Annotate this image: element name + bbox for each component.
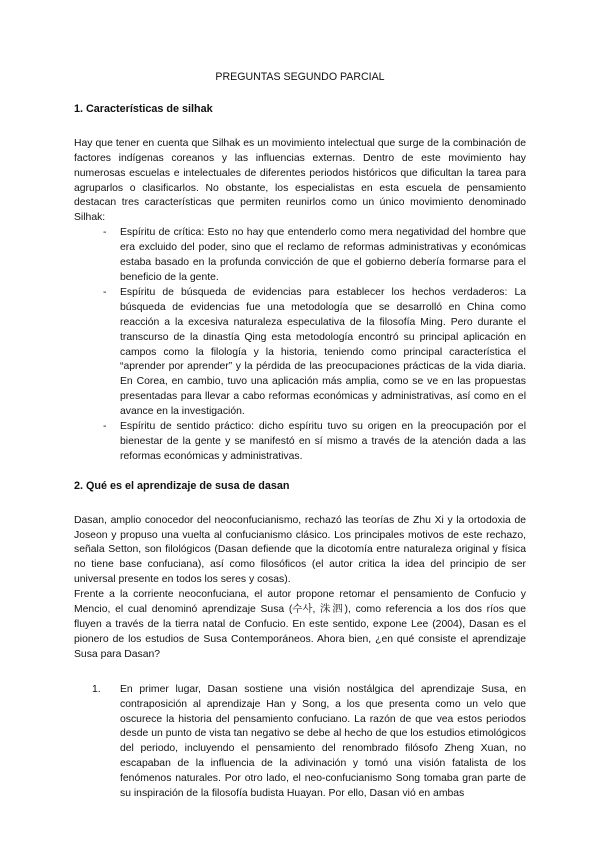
section-1-intro: Hay que tener en cuenta que Silhak es un movimiento intelectual que surge de la combinación de factores indígenas coreanos y las influencias externas. Dentro de este movimiento hay numerosas escuelas e intelectuales de diferentes periodos históricos que dificultan la tarea para agruparlos o clasificarlos. No obstante, los especialistas en esta escuela de pensamiento destacan tres características que permiten reunirlos como un único movimiento denominado Silhak:: [74, 137, 526, 224]
spacer: [74, 663, 526, 683]
document-title: PREGUNTAS SEGUNDO PARCIAL: [215, 71, 385, 83]
list-item: - Espíritu de sentido práctico: dicho espíritu tuvo su origen en la preocupación por el bienestar de la gente y se manifestó en sí mismo a través de la atención dada a las reformas económicas y administrativas.: [120, 420, 526, 465]
list-item: [92, 683, 526, 802]
section-2-list: [74, 683, 526, 802]
section-2-paragraph-2: Frente a la corriente neoconfuciana, el autor propone retomar el pensamiento de Confucio y Mencio, el cual denominó aprendizaje Susa (수사, 洙泗), como referencia a los dos ríos que fluyen a través de la tierra natal de Confucio. En este sentido, expone Lee (2004), Dasan es el pionero de los estudios de Susa Contemporáneos. Ahora bien, ¿en qué consiste el aprendizaje Susa para Dasan?: [74, 589, 526, 660]
section-2-heading: 2. Qué es el aprendizaje de susa de dasan: [74, 479, 290, 492]
spacer: [74, 465, 526, 479]
list-item: - Espíritu de crítica: Esto no hay que entenderlo como mera negatividad del hombre que era excluido del poder, sino que el reclamo de reformas administrativas y económicas estaba basado en la profunda convicción de que el gobierno debería formarse para el beneficio de la gente.: [120, 226, 526, 286]
section-2-paragraph-1: Dasan, amplio conocedor del neoconfucianismo, rechazó las teorías de Zhu Xi y la ortodoxia de Joseon y propuso una vuelta al confucianismo clásico. Los principales motivos de este rechazo, señala Setton, son filológicos (Dasan defiende que la dicotomía entre naturaleza original y física no tiene base confuciana), así como filosóficos (el autor critica la idea del principio de ser universal presente en todos los seres y cosas).: [74, 514, 526, 586]
list-item: - Espíritu de búsqueda de evidencias para establecer los hechos verdaderos: La búsqueda de evidencias fue una metodología que se desarrolló en China como reacción a la excesiva naturaleza especulativa de la filosofía Ming. Pero durante el transcurso de la dinastía Qing esta metodología encontró su principal aplicación en campos como la filología y la historia, teniendo como principal característica el “aprender por aprender” y la pérdida de las preocupaciones prácticas de la vida diaria. En Corea, en cambio, tuvo una aplicación más amplia, como se ve en las propuestas presentadas para llevar a cabo reformas económicas y administrativas, así como en el avance en la investigación.: [120, 286, 526, 420]
list-item-text: En primer lugar, Dasan sostiene una visión nostálgica del aprendizaje Susa, en contraposición al aprendizaje Han y Song, a los que presenta como un velo que oscurece la historia del pensamiento confuciano. La razón de que vea estos periodos desde un punto de vista tan negativo se debe al hecho de que los estudios etimológicos del periodo, incluyendo el pensamiento del renombrado filósofo Zheng Xuan, no escapaban de la influencia de la adivinación y tomó una visión fatalista de los fenómenos naturales. Por otro lado, el neo-confucianismo Song tomaba gran parte de su inspiración de la filosofía budista Huayan. Por ello, Dasan vió en ambas: [120, 683, 526, 800]
section-1-heading: 1. Características de silhak: [74, 102, 213, 115]
list-number: 1.: [92, 683, 101, 695]
section-1-list: [74, 226, 526, 465]
